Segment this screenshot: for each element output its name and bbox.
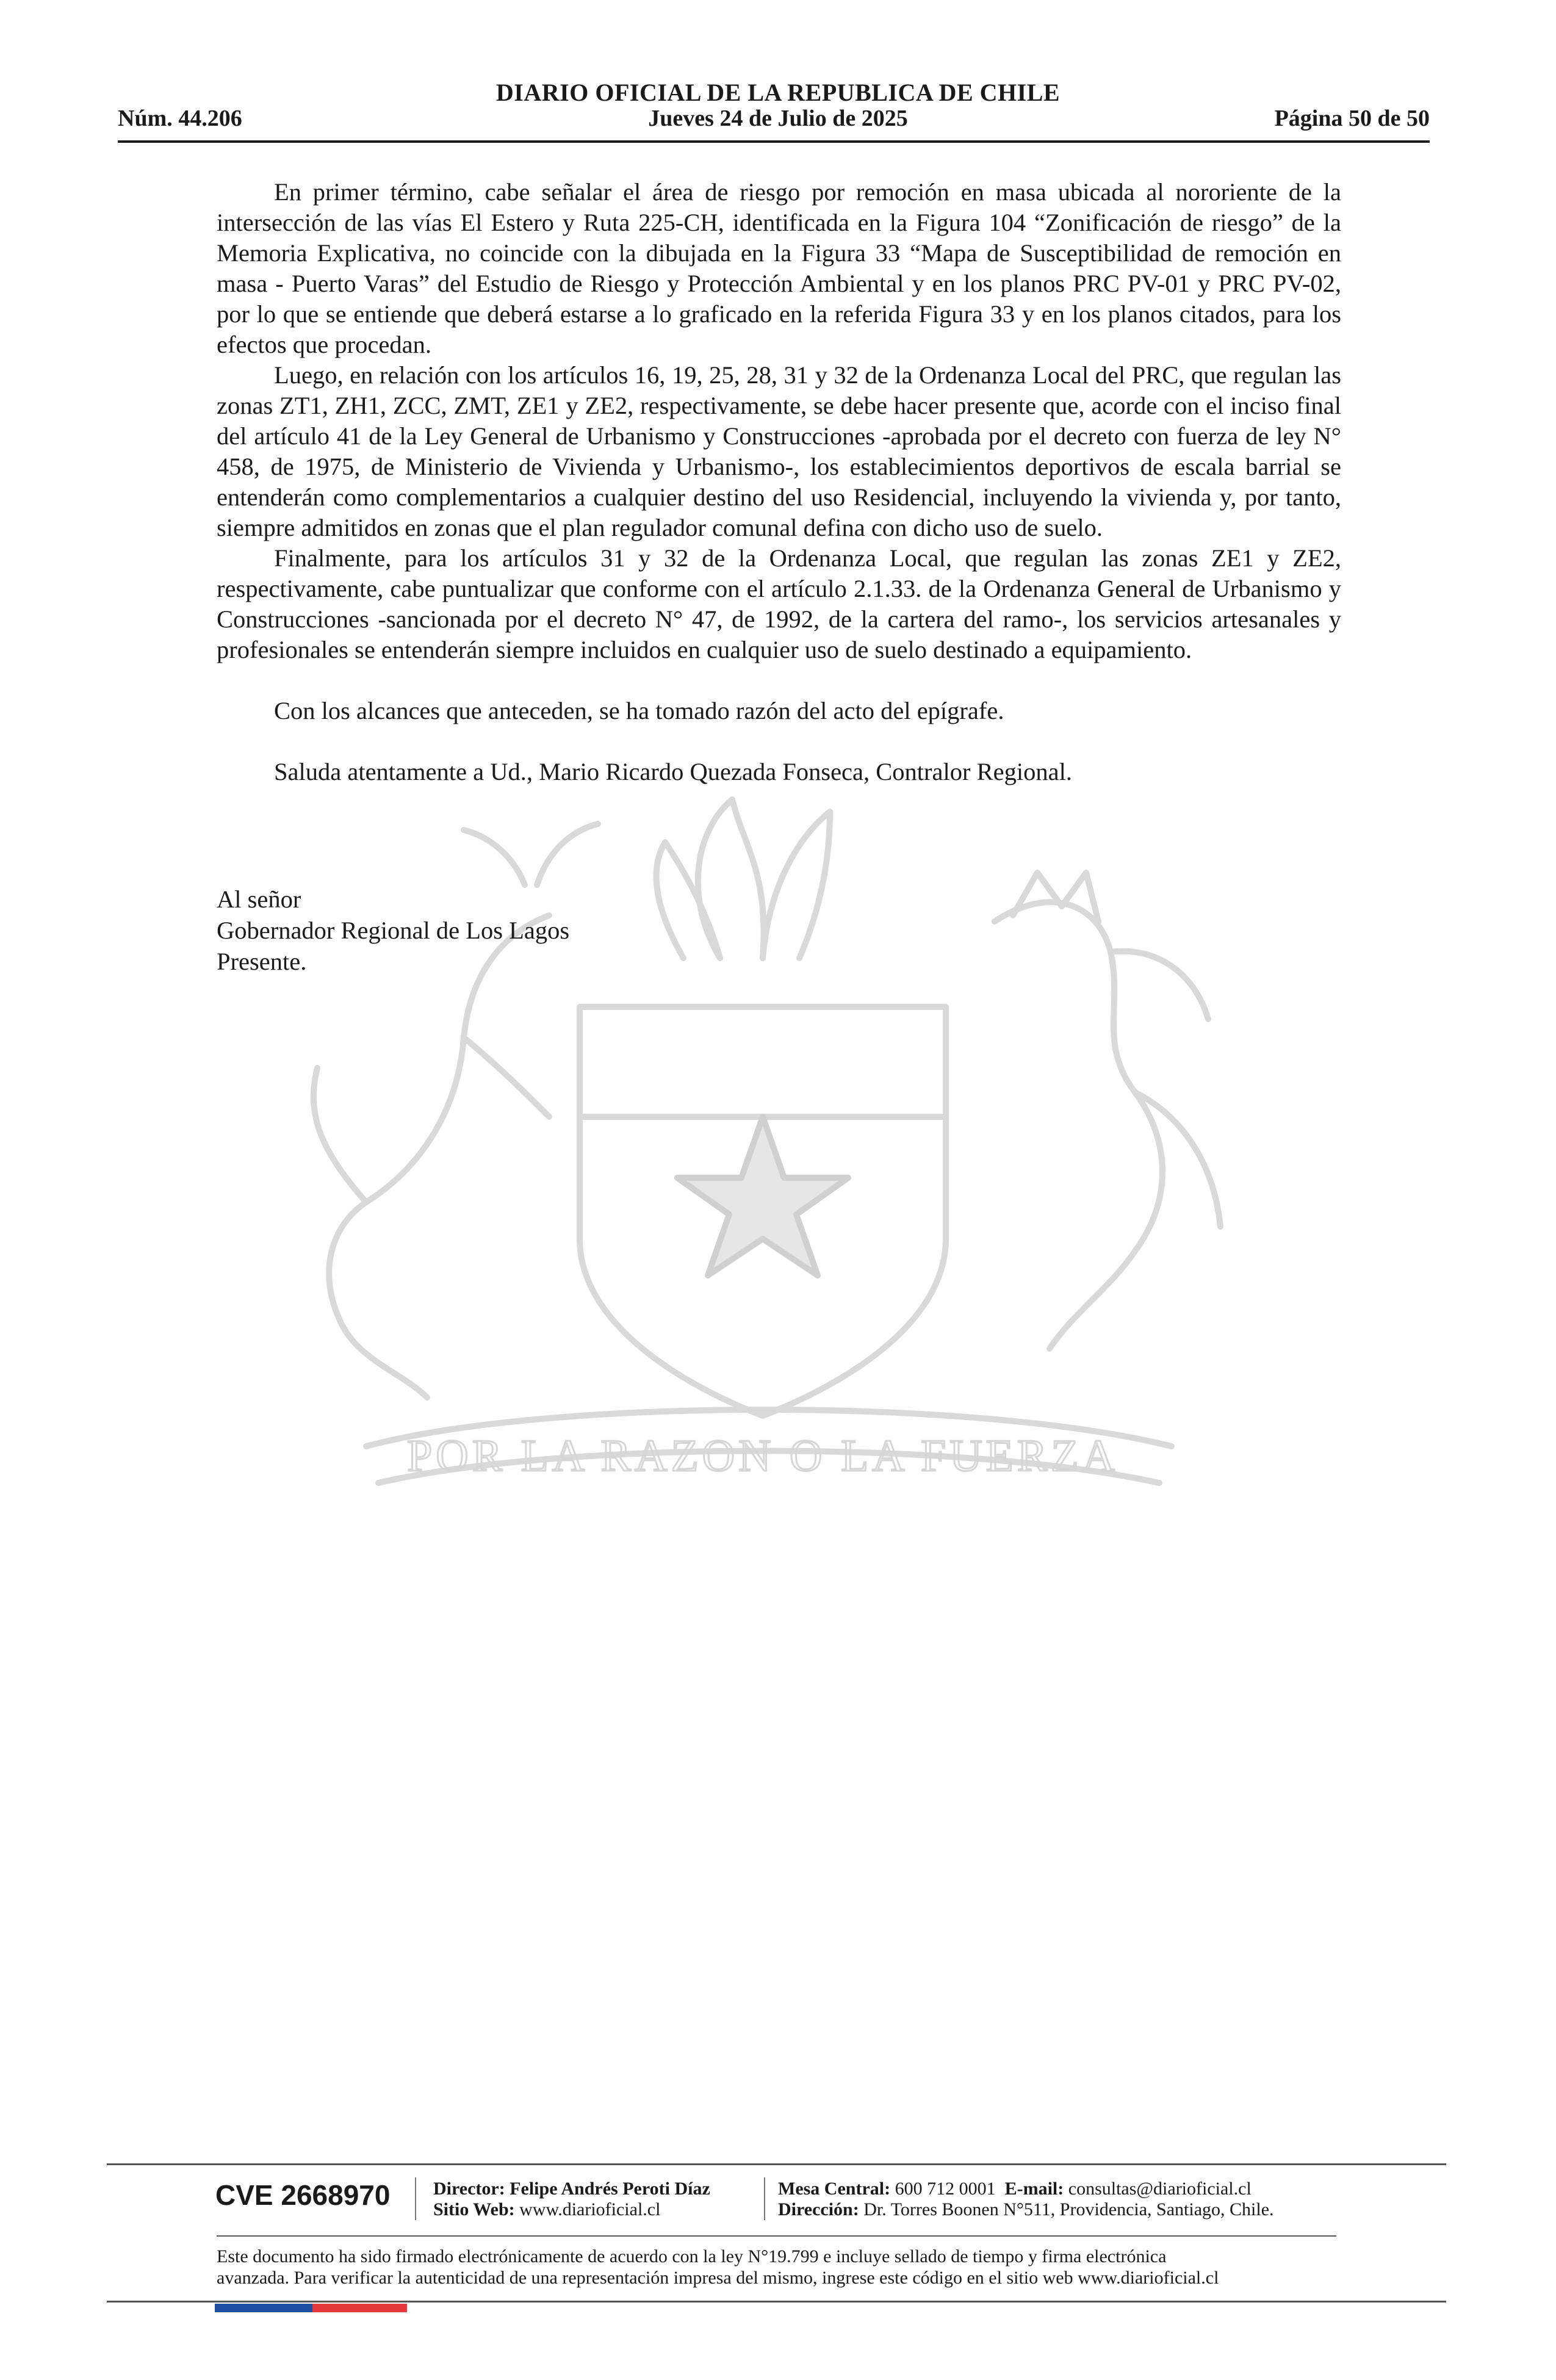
addressee-block xyxy=(217,884,569,977)
website-link[interactable]: www.diarioficial.cl xyxy=(519,2199,661,2220)
phone-number: 600 712 0001 xyxy=(895,2179,996,2199)
footer-divider-top xyxy=(107,2163,1446,2165)
footer-legal-notice xyxy=(217,2246,1341,2288)
legal-line: Este documento ha sido firmado electrónicamente de acuerdo con la ley N°19.799 e incluye sellado de tiempo y firma electrónica xyxy=(217,2246,1167,2266)
phone-label: Mesa Central: xyxy=(778,2179,891,2199)
addressee-line: Gobernador Regional de Los Lagos xyxy=(217,917,570,944)
address-label: Dirección: xyxy=(778,2199,859,2220)
issue-number: Núm. 44.206 xyxy=(118,106,242,131)
addressee-line: Presente. xyxy=(217,948,307,975)
watermark-motto: POR LA RAZON O LA FUERZA xyxy=(407,1431,1118,1481)
legal-line: avanzada. Para verificar la autenticidad de una representación impresa del mismo, ingrese este código en el sitio web www.diarioficial.cl xyxy=(217,2268,1219,2288)
director-name: Felipe Andrés Peroti Díaz xyxy=(510,2179,710,2199)
address-value: Dr. Torres Boonen N°511, Providencia, Santiago, Chile. xyxy=(863,2199,1274,2220)
paragraph-risk-area: En primer término, cabe señalar el área de riesgo por remoción en masa ubicada al nororiente de la intersección de las vías El Estero y Ruta 225-CH, identificada en la Figura 104 “Zonificación de riesgo” de la Memoria Explicativa, no coincide con la dibujada en la Figura 33 “Mapa de Susceptibilidad de remoción en masa - Puerto Varas” del Estudio de Riesgo y Protección Ambiental y en los planos PRC PV-01 y PRC PV-02, por lo que se entiende que deberá estarse a lo graficado en la referida Figura 33 y en los planos citados, para los efectos que procedan. xyxy=(217,178,1341,358)
footer-director-block xyxy=(433,2179,710,2220)
header-divider xyxy=(118,140,1430,143)
addressee-line: Al señor xyxy=(217,885,301,913)
website-label: Sitio Web: xyxy=(433,2199,515,2220)
footer-contact-block xyxy=(778,2179,1274,2220)
footer-separator xyxy=(764,2177,765,2220)
paragraph-greeting: Saluda atentamente a Ud., Mario Ricardo Quezada Fonseca, Contralor Regional. xyxy=(274,758,1072,785)
footer-divider-mid xyxy=(217,2235,1336,2237)
email-label: E-mail: xyxy=(1004,2179,1064,2199)
flag-stripe-blue xyxy=(215,2304,312,2312)
publication-title: DIARIO OFICIAL DE LA REPUBLICA DE CHILE xyxy=(495,79,1061,106)
paragraph-closing: Con los alcances que anteceden, se ha tomado razón del acto del epígrafe. xyxy=(274,697,1004,724)
footer-divider-bottom xyxy=(107,2301,1446,2302)
resolution-body xyxy=(217,177,1341,787)
footer-separator xyxy=(415,2177,416,2220)
cve-code: CVE 2668970 xyxy=(215,2179,391,2211)
paragraph-artisan-services: Finalmente, para los artículos 31 y 32 de la Ordenanza Local, que regulan las zonas ZE1 y ZE2, respectivamente, cabe puntualizar que conforme con el artículo 2.1.33. de la Ordenanza General de Urbanismo y Construcciones -sancionada por el decreto N° 47, de 1992, de la cartera del ramo-, los servicios artesanales y profesionales se entenderán siempre incluidos en cualquier uso de suelo destinado a equipamiento. xyxy=(217,544,1341,663)
director-label: Director: xyxy=(433,2179,505,2199)
paragraph-sports-facilities: Luego, en relación con los artículos 16, 19, 25, 28, 31 y 32 de la Ordenanza Local del PRC, que regulan las zonas ZT1, ZH1, ZCC, ZMT, ZE1 y ZE2, respectivamente, se debe hacer presente que, acorde con el inciso final del artículo 41 de la Ley General de Urbanismo y Construcciones -aprobada por el decreto con fuerza de ley N° 458, de 1975, de Ministerio de Vivienda y Urbanismo-, los establecimientos deportivos de escala barrial se entenderán como complementarios a cualquier destino del uso Residencial, incluyendo la vivienda y, por tanto, siempre admitidos en zonas que el plan regulador comunal defina con dicho uso de suelo. xyxy=(217,361,1341,541)
page-number: Página 50 de 50 xyxy=(1274,106,1430,131)
email-link[interactable]: consultas@diarioficial.cl xyxy=(1068,2179,1252,2199)
issue-date: Jueves 24 de Julio de 2025 xyxy=(648,106,908,131)
flag-stripe-red xyxy=(312,2304,407,2312)
